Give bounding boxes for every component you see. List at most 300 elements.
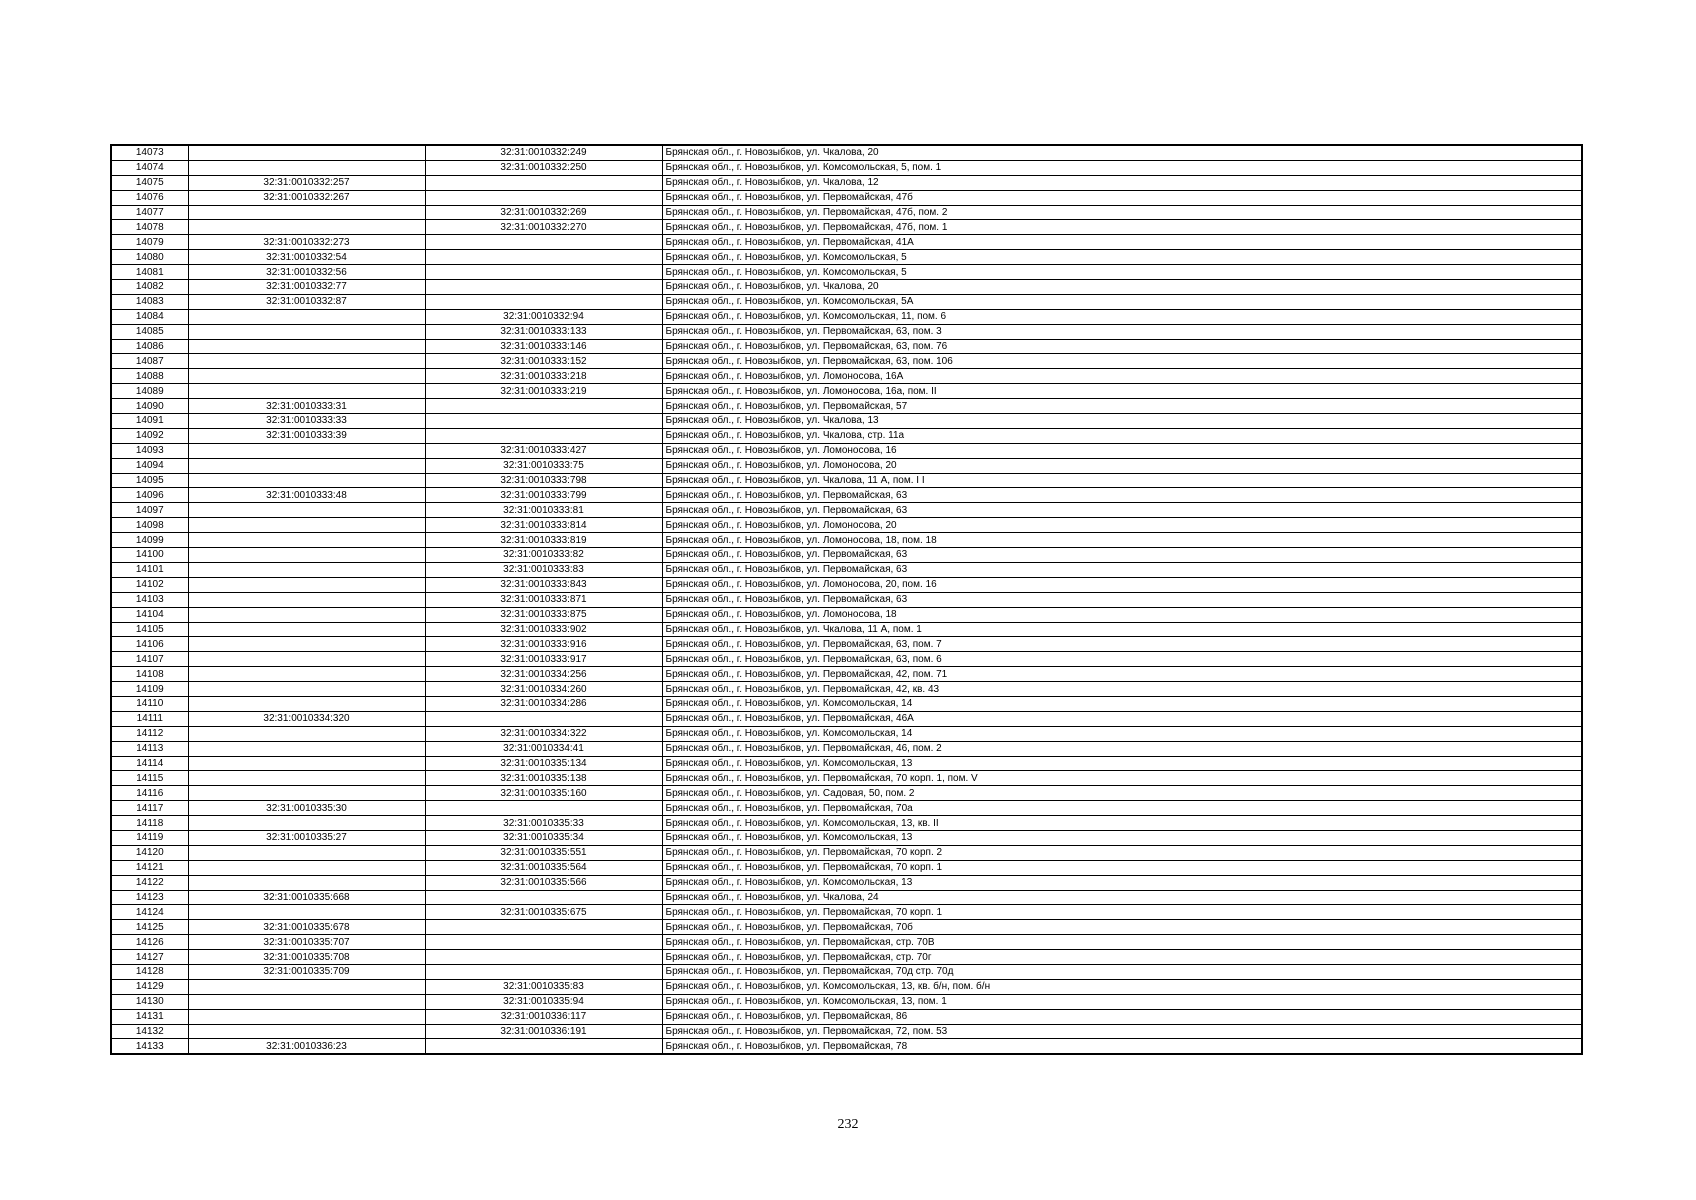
address-cell: Брянская обл., г. Новозыбков, ул. Ломоносова, 16: [662, 443, 1582, 458]
cadastral-number-b-cell: 32:31:0010335:134: [425, 756, 662, 771]
cadastral-number-b-cell: [425, 235, 662, 250]
row-number-cell: 14122: [111, 875, 188, 890]
row-number-cell: 14116: [111, 786, 188, 801]
address-cell: Брянская обл., г. Новозыбков, ул. Первомайская, 41А: [662, 235, 1582, 250]
row-number-cell: 14104: [111, 607, 188, 622]
cadastral-number-b-cell: 32:31:0010335:83: [425, 979, 662, 994]
cadastral-number-b-cell: [425, 265, 662, 280]
address-cell: Брянская обл., г. Новозыбков, ул. Первомайская, 47б: [662, 190, 1582, 205]
table-row: [111, 607, 1582, 622]
table-row: [111, 473, 1582, 488]
row-number-cell: 14127: [111, 950, 188, 965]
cadastral-number-b-cell: [425, 414, 662, 429]
row-number-cell: 14099: [111, 533, 188, 548]
cadastral-number-b-cell: 32:31:0010334:260: [425, 682, 662, 697]
table-row: [111, 577, 1582, 592]
row-number-cell: 14096: [111, 488, 188, 503]
row-number-cell: 14113: [111, 741, 188, 756]
cadastral-number-b-cell: 32:31:0010336:117: [425, 1009, 662, 1024]
cadastral-number-b-cell: [425, 280, 662, 295]
address-cell: Брянская обл., г. Новозыбков, ул. Первомайская, 42, кв. 43: [662, 682, 1582, 697]
address-cell: Брянская обл., г. Новозыбков, ул. Первомайская, 63, пом. 106: [662, 354, 1582, 369]
cadastral-number-a-cell: [188, 816, 425, 831]
table-row: [111, 294, 1582, 309]
address-cell: Брянская обл., г. Новозыбков, ул. Ломоносова, 20, пом. 16: [662, 577, 1582, 592]
address-cell: Брянская обл., г. Новозыбков, ул. Чкалова, 24: [662, 890, 1582, 905]
cadastral-number-a-cell: 32:31:0010335:27: [188, 830, 425, 845]
cadastral-number-a-cell: [188, 979, 425, 994]
table-row: [111, 875, 1582, 890]
address-cell: Брянская обл., г. Новозыбков, ул. Чкалова, 20: [662, 280, 1582, 295]
table-row: [111, 533, 1582, 548]
table-row: [111, 741, 1582, 756]
table-row: [111, 369, 1582, 384]
table-row: [111, 830, 1582, 845]
row-number-cell: 14098: [111, 518, 188, 533]
row-number-cell: 14094: [111, 458, 188, 473]
table-row: [111, 890, 1582, 905]
address-cell: Брянская обл., г. Новозыбков, ул. Комсомольская, 13: [662, 875, 1582, 890]
row-number-cell: 14090: [111, 399, 188, 414]
cadastral-number-b-cell: 32:31:0010334:322: [425, 726, 662, 741]
table-row: [111, 265, 1582, 280]
cadastral-number-b-cell: 32:31:0010333:75: [425, 458, 662, 473]
row-number-cell: 14093: [111, 443, 188, 458]
address-cell: Брянская обл., г. Новозыбков, ул. Первомайская, 63, пом. 7: [662, 637, 1582, 652]
cadastral-number-b-cell: 32:31:0010335:138: [425, 771, 662, 786]
address-cell: Брянская обл., г. Новозыбков, ул. Первомайская, 70 корп. 1: [662, 860, 1582, 875]
table-row: [111, 220, 1582, 235]
cadastral-number-a-cell: [188, 1009, 425, 1024]
address-cell: Брянская обл., г. Новозыбков, ул. Первомайская, 47б, пом. 1: [662, 220, 1582, 235]
table-row: [111, 235, 1582, 250]
table-row: [111, 339, 1582, 354]
row-number-cell: 14133: [111, 1039, 188, 1054]
table-row: [111, 205, 1582, 220]
cadastral-number-a-cell: [188, 875, 425, 890]
cadastral-number-b-cell: 32:31:0010333:871: [425, 592, 662, 607]
cadastral-number-a-cell: 32:31:0010335:668: [188, 890, 425, 905]
row-number-cell: 14083: [111, 294, 188, 309]
address-cell: Брянская обл., г. Новозыбков, ул. Первомайская, 46А: [662, 711, 1582, 726]
cadastral-number-b-cell: [425, 294, 662, 309]
address-cell: Брянская обл., г. Новозыбков, ул. Первомайская, 57: [662, 399, 1582, 414]
cadastral-number-a-cell: 32:31:0010333:31: [188, 399, 425, 414]
cadastral-number-a-cell: 32:31:0010334:320: [188, 711, 425, 726]
table-row: [111, 711, 1582, 726]
row-number-cell: 14091: [111, 414, 188, 429]
cadastral-number-a-cell: [188, 160, 425, 175]
table-row: [111, 503, 1582, 518]
table-row: [111, 682, 1582, 697]
row-number-cell: 14103: [111, 592, 188, 607]
row-number-cell: 14100: [111, 548, 188, 563]
address-cell: Брянская обл., г. Новозыбков, ул. Первомайская, 47б, пом. 2: [662, 205, 1582, 220]
table-row: [111, 145, 1582, 160]
cadastral-number-a-cell: [188, 682, 425, 697]
row-number-cell: 14125: [111, 920, 188, 935]
table-row: [111, 190, 1582, 205]
row-number-cell: 14107: [111, 652, 188, 667]
row-number-cell: 14124: [111, 905, 188, 920]
cadastral-number-b-cell: [425, 801, 662, 816]
address-cell: Брянская обл., г. Новозыбков, ул. Первомайская, 63, пом. 3: [662, 324, 1582, 339]
cadastral-number-b-cell: [425, 711, 662, 726]
cadastral-number-b-cell: 32:31:0010333:916: [425, 637, 662, 652]
row-number-cell: 14105: [111, 622, 188, 637]
row-number-cell: 14074: [111, 160, 188, 175]
cadastral-number-b-cell: 32:31:0010335:566: [425, 875, 662, 890]
cadastral-number-a-cell: [188, 309, 425, 324]
cadastral-number-a-cell: [188, 637, 425, 652]
table-row: [111, 592, 1582, 607]
cadastral-number-a-cell: 32:31:0010332:54: [188, 250, 425, 265]
row-number-cell: 14089: [111, 384, 188, 399]
cadastral-number-b-cell: 32:31:0010334:256: [425, 667, 662, 682]
row-number-cell: 14086: [111, 339, 188, 354]
row-number-cell: 14088: [111, 369, 188, 384]
cadastral-number-b-cell: 32:31:0010333:81: [425, 503, 662, 518]
table-row: [111, 845, 1582, 860]
cadastral-number-a-cell: [188, 1024, 425, 1039]
table-row: [111, 771, 1582, 786]
table-row: [111, 354, 1582, 369]
address-cell: Брянская обл., г. Новозыбков, ул. Ломоносова, 20: [662, 458, 1582, 473]
table-row: [111, 1024, 1582, 1039]
cadastral-number-a-cell: [188, 667, 425, 682]
address-cell: Брянская обл., г. Новозыбков, ул. Первомайская, 70 корп. 1: [662, 905, 1582, 920]
cadastral-number-a-cell: [188, 205, 425, 220]
row-number-cell: 14121: [111, 860, 188, 875]
cadastral-number-b-cell: [425, 890, 662, 905]
table-row: [111, 384, 1582, 399]
address-cell: Брянская обл., г. Новозыбков, ул. Комсомольская, 5: [662, 250, 1582, 265]
table-row: [111, 488, 1582, 503]
cadastral-number-a-cell: [188, 503, 425, 518]
cadastral-number-b-cell: 32:31:0010332:269: [425, 205, 662, 220]
cadastral-number-a-cell: [188, 443, 425, 458]
address-cell: Брянская обл., г. Новозыбков, ул. Первомайская, стр. 70В: [662, 935, 1582, 950]
address-cell: Брянская обл., г. Новозыбков, ул. Комсомольская, 13, кв. II: [662, 816, 1582, 831]
table-row: [111, 548, 1582, 563]
cadastral-number-a-cell: [188, 577, 425, 592]
cadastral-number-b-cell: [425, 920, 662, 935]
address-cell: Брянская обл., г. Новозыбков, ул. Комсомольская, 5А: [662, 294, 1582, 309]
address-cell: Брянская обл., г. Новозыбков, ул. Первомайская, 72, пом. 53: [662, 1024, 1582, 1039]
table-row: [111, 786, 1582, 801]
cadastral-number-a-cell: [188, 145, 425, 160]
cadastral-number-b-cell: 32:31:0010333:219: [425, 384, 662, 399]
address-cell: Брянская обл., г. Новозыбков, ул. Комсомольская, 5, пом. 1: [662, 160, 1582, 175]
cadastral-number-b-cell: 32:31:0010335:94: [425, 994, 662, 1009]
cadastral-number-b-cell: 32:31:0010333:814: [425, 518, 662, 533]
address-cell: Брянская обл., г. Новозыбков, ул. Первомайская, 70 корп. 1, пом. V: [662, 771, 1582, 786]
address-cell: Брянская обл., г. Новозыбков, ул. Первомайская, 63: [662, 562, 1582, 577]
row-number-cell: 14126: [111, 935, 188, 950]
row-number-cell: 14095: [111, 473, 188, 488]
table-row: [111, 994, 1582, 1009]
cadastral-number-b-cell: 32:31:0010333:799: [425, 488, 662, 503]
cadastral-number-a-cell: [188, 726, 425, 741]
cadastral-number-b-cell: [425, 250, 662, 265]
address-cell: Брянская обл., г. Новозыбков, ул. Садовая, 50, пом. 2: [662, 786, 1582, 801]
table-row: [111, 399, 1582, 414]
cadastral-number-a-cell: 32:31:0010333:39: [188, 428, 425, 443]
table-row: [111, 175, 1582, 190]
address-cell: Брянская обл., г. Новозыбков, ул. Ломоносова, 20: [662, 518, 1582, 533]
cadastral-number-a-cell: [188, 354, 425, 369]
cadastral-number-a-cell: [188, 518, 425, 533]
cadastral-number-a-cell: 32:31:0010335:30: [188, 801, 425, 816]
table-row: [111, 950, 1582, 965]
cadastral-number-a-cell: [188, 652, 425, 667]
cadastral-number-b-cell: 32:31:0010335:33: [425, 816, 662, 831]
cadastral-number-b-cell: 32:31:0010335:675: [425, 905, 662, 920]
cadastral-number-b-cell: [425, 950, 662, 965]
row-number-cell: 14111: [111, 711, 188, 726]
cadastral-number-b-cell: [425, 175, 662, 190]
cadastral-number-b-cell: 32:31:0010333:819: [425, 533, 662, 548]
row-number-cell: 14109: [111, 682, 188, 697]
cadastral-number-b-cell: 32:31:0010333:875: [425, 607, 662, 622]
cadastral-number-b-cell: 32:31:0010332:249: [425, 145, 662, 160]
cadastral-number-a-cell: [188, 845, 425, 860]
cadastral-number-b-cell: 32:31:0010332:270: [425, 220, 662, 235]
table-row: [111, 801, 1582, 816]
table-row: [111, 428, 1582, 443]
address-cell: Брянская обл., г. Новозыбков, ул. Первомайская, 70а: [662, 801, 1582, 816]
row-number-cell: 14077: [111, 205, 188, 220]
cadastral-number-a-cell: 32:31:0010335:708: [188, 950, 425, 965]
table-row: [111, 905, 1582, 920]
row-number-cell: 14102: [111, 577, 188, 592]
cadastral-number-a-cell: 32:31:0010332:273: [188, 235, 425, 250]
cadastral-number-a-cell: [188, 741, 425, 756]
table-row: [111, 160, 1582, 175]
table-row: [111, 860, 1582, 875]
table-row: [111, 816, 1582, 831]
row-number-cell: 14085: [111, 324, 188, 339]
table-row: [111, 518, 1582, 533]
address-cell: Брянская обл., г. Новозыбков, ул. Комсомольская, 13, пом. 1: [662, 994, 1582, 1009]
cadastral-number-b-cell: 32:31:0010335:34: [425, 830, 662, 845]
address-cell: Брянская обл., г. Новозыбков, ул. Ломоносова, 16а, пом. II: [662, 384, 1582, 399]
table-row: [111, 935, 1582, 950]
table-row: [111, 964, 1582, 979]
table-row: [111, 562, 1582, 577]
table-row: [111, 726, 1582, 741]
row-number-cell: 14120: [111, 845, 188, 860]
cadastral-number-b-cell: [425, 399, 662, 414]
table-row: [111, 652, 1582, 667]
cadastral-number-a-cell: [188, 339, 425, 354]
cadastral-number-b-cell: 32:31:0010334:41: [425, 741, 662, 756]
cadastral-number-b-cell: 32:31:0010333:133: [425, 324, 662, 339]
row-number-cell: 14092: [111, 428, 188, 443]
address-cell: Брянская обл., г. Новозыбков, ул. Первомайская, 63, пом. 76: [662, 339, 1582, 354]
cadastral-number-a-cell: [188, 994, 425, 1009]
row-number-cell: 14080: [111, 250, 188, 265]
address-cell: Брянская обл., г. Новозыбков, ул. Комсомольская, 5: [662, 265, 1582, 280]
table-row: [111, 667, 1582, 682]
cadastral-number-b-cell: 32:31:0010333:798: [425, 473, 662, 488]
row-number-cell: 14129: [111, 979, 188, 994]
row-number-cell: 14087: [111, 354, 188, 369]
table-row: [111, 280, 1582, 295]
cadastral-number-b-cell: 32:31:0010335:160: [425, 786, 662, 801]
address-cell: Брянская обл., г. Новозыбков, ул. Чкалова, 20: [662, 145, 1582, 160]
cadastral-number-b-cell: 32:31:0010333:218: [425, 369, 662, 384]
address-cell: Брянская обл., г. Новозыбков, ул. Первомайская, 63: [662, 592, 1582, 607]
cadastral-number-a-cell: [188, 220, 425, 235]
cadastral-number-a-cell: [188, 786, 425, 801]
address-cell: Брянская обл., г. Новозыбков, ул. Первомайская, 63: [662, 488, 1582, 503]
cadastral-number-a-cell: [188, 771, 425, 786]
address-cell: Брянская обл., г. Новозыбков, ул. Комсомольская, 13: [662, 756, 1582, 771]
cadastral-number-b-cell: 32:31:0010336:191: [425, 1024, 662, 1039]
cadastral-number-a-cell: [188, 860, 425, 875]
address-cell: Брянская обл., г. Новозыбков, ул. Чкалова, 11 А, пом. I I: [662, 473, 1582, 488]
cadastral-number-b-cell: 32:31:0010333:917: [425, 652, 662, 667]
table-row: [111, 696, 1582, 711]
table-row: [111, 324, 1582, 339]
cadastral-number-b-cell: 32:31:0010333:427: [425, 443, 662, 458]
address-cell: Брянская обл., г. Новозыбков, ул. Первомайская, 86: [662, 1009, 1582, 1024]
table-row: [111, 309, 1582, 324]
address-cell: Брянская обл., г. Новозыбков, ул. Комсомольская, 14: [662, 696, 1582, 711]
row-number-cell: 14131: [111, 1009, 188, 1024]
cadastral-number-b-cell: [425, 190, 662, 205]
cadastral-number-a-cell: 32:31:0010336:23: [188, 1039, 425, 1054]
table-row: [111, 250, 1582, 265]
cadastral-number-b-cell: [425, 964, 662, 979]
cadastral-number-b-cell: 32:31:0010333:152: [425, 354, 662, 369]
row-number-cell: 14108: [111, 667, 188, 682]
cadastral-number-a-cell: [188, 562, 425, 577]
address-cell: Брянская обл., г. Новозыбков, ул. Первомайская, 63: [662, 503, 1582, 518]
cadastral-number-b-cell: 32:31:0010332:250: [425, 160, 662, 175]
address-cell: Брянская обл., г. Новозыбков, ул. Первомайская, 42, пом. 71: [662, 667, 1582, 682]
row-number-cell: 14081: [111, 265, 188, 280]
cadastral-number-b-cell: 32:31:0010333:843: [425, 577, 662, 592]
row-number-cell: 14112: [111, 726, 188, 741]
row-number-cell: 14097: [111, 503, 188, 518]
row-number-cell: 14132: [111, 1024, 188, 1039]
cadastral-number-b-cell: [425, 1039, 662, 1054]
table-row: [111, 443, 1582, 458]
cadastral-number-a-cell: [188, 607, 425, 622]
cadastral-number-a-cell: 32:31:0010332:87: [188, 294, 425, 309]
address-cell: Брянская обл., г. Новозыбков, ул. Комсомольская, 13, кв. б/н, пом. б/н: [662, 979, 1582, 994]
row-number-cell: 14079: [111, 235, 188, 250]
table-row: [111, 979, 1582, 994]
cadastral-number-a-cell: [188, 324, 425, 339]
cadastral-number-b-cell: 32:31:0010333:83: [425, 562, 662, 577]
cadastral-number-a-cell: [188, 369, 425, 384]
cadastral-number-a-cell: 32:31:0010335:709: [188, 964, 425, 979]
table-row: [111, 1009, 1582, 1024]
address-cell: Брянская обл., г. Новозыбков, ул. Первомайская, 70б: [662, 920, 1582, 935]
address-cell: Брянская обл., г. Новозыбков, ул. Ломоносова, 16А: [662, 369, 1582, 384]
cadastral-number-a-cell: 32:31:0010335:707: [188, 935, 425, 950]
row-number-cell: 14101: [111, 562, 188, 577]
address-cell: Брянская обл., г. Новозыбков, ул. Чкалова, 12: [662, 175, 1582, 190]
row-number-cell: 14123: [111, 890, 188, 905]
cadastral-number-b-cell: [425, 428, 662, 443]
registry-table-body: [111, 145, 1582, 1054]
cadastral-number-b-cell: 32:31:0010334:286: [425, 696, 662, 711]
row-number-cell: 14082: [111, 280, 188, 295]
row-number-cell: 14119: [111, 830, 188, 845]
cadastral-number-a-cell: [188, 905, 425, 920]
address-cell: Брянская обл., г. Новозыбков, ул. Первомайская, 63: [662, 548, 1582, 563]
page-number: 232: [837, 1117, 859, 1132]
address-cell: Брянская обл., г. Новозыбков, ул. Ломоносова, 18: [662, 607, 1582, 622]
row-number-cell: 14078: [111, 220, 188, 235]
address-cell: Брянская обл., г. Новозыбков, ул. Комсомольская, 14: [662, 726, 1582, 741]
cadastral-number-b-cell: 32:31:0010332:94: [425, 309, 662, 324]
table-row: [111, 414, 1582, 429]
row-number-cell: 14128: [111, 964, 188, 979]
address-cell: Брянская обл., г. Новозыбков, ул. Первомайская, 70 корп. 2: [662, 845, 1582, 860]
cadastral-number-a-cell: 32:31:0010333:48: [188, 488, 425, 503]
table-row: [111, 756, 1582, 771]
cadastral-number-a-cell: [188, 384, 425, 399]
cadastral-number-b-cell: [425, 935, 662, 950]
cadastral-number-a-cell: [188, 592, 425, 607]
cadastral-number-b-cell: 32:31:0010333:902: [425, 622, 662, 637]
cadastral-number-a-cell: 32:31:0010332:267: [188, 190, 425, 205]
row-number-cell: 14130: [111, 994, 188, 1009]
cadastral-number-a-cell: 32:31:0010332:257: [188, 175, 425, 190]
row-number-cell: 14118: [111, 816, 188, 831]
row-number-cell: 14115: [111, 771, 188, 786]
address-cell: Брянская обл., г. Новозыбков, ул. Чкалова, стр. 11а: [662, 428, 1582, 443]
address-cell: Брянская обл., г. Новозыбков, ул. Первомайская, 78: [662, 1039, 1582, 1054]
table-row: [111, 637, 1582, 652]
row-number-cell: 14106: [111, 637, 188, 652]
address-cell: Брянская обл., г. Новозыбков, ул. Первомайская, 70д стр. 70д: [662, 964, 1582, 979]
row-number-cell: 14075: [111, 175, 188, 190]
row-number-cell: 14073: [111, 145, 188, 160]
address-cell: Брянская обл., г. Новозыбков, ул. Чкалова, 11 А, пом. 1: [662, 622, 1582, 637]
cadastral-number-a-cell: 32:31:0010332:77: [188, 280, 425, 295]
row-number-cell: 14076: [111, 190, 188, 205]
address-cell: Брянская обл., г. Новозыбков, ул. Первомайская, 46, пом. 2: [662, 741, 1582, 756]
cadastral-number-a-cell: [188, 696, 425, 711]
cadastral-number-a-cell: [188, 548, 425, 563]
table-row: [111, 622, 1582, 637]
table-row: [111, 458, 1582, 473]
cadastral-number-a-cell: 32:31:0010333:33: [188, 414, 425, 429]
cadastral-number-a-cell: [188, 473, 425, 488]
row-number-cell: 14110: [111, 696, 188, 711]
row-number-cell: 14117: [111, 801, 188, 816]
address-cell: Брянская обл., г. Новозыбков, ул. Комсомольская, 13: [662, 830, 1582, 845]
address-cell: Брянская обл., г. Новозыбков, ул. Ломоносова, 18, пом. 18: [662, 533, 1582, 548]
row-number-cell: 14084: [111, 309, 188, 324]
address-cell: Брянская обл., г. Новозыбков, ул. Чкалова, 13: [662, 414, 1582, 429]
table-row: [111, 1039, 1582, 1054]
cadastral-number-b-cell: 32:31:0010335:564: [425, 860, 662, 875]
cadastral-number-a-cell: [188, 458, 425, 473]
address-cell: Брянская обл., г. Новозыбков, ул. Первомайская, стр. 70г: [662, 950, 1582, 965]
cadastral-number-a-cell: [188, 622, 425, 637]
row-number-cell: 14114: [111, 756, 188, 771]
cadastral-number-b-cell: 32:31:0010333:82: [425, 548, 662, 563]
cadastral-number-b-cell: 32:31:0010333:146: [425, 339, 662, 354]
cadastral-number-a-cell: [188, 533, 425, 548]
